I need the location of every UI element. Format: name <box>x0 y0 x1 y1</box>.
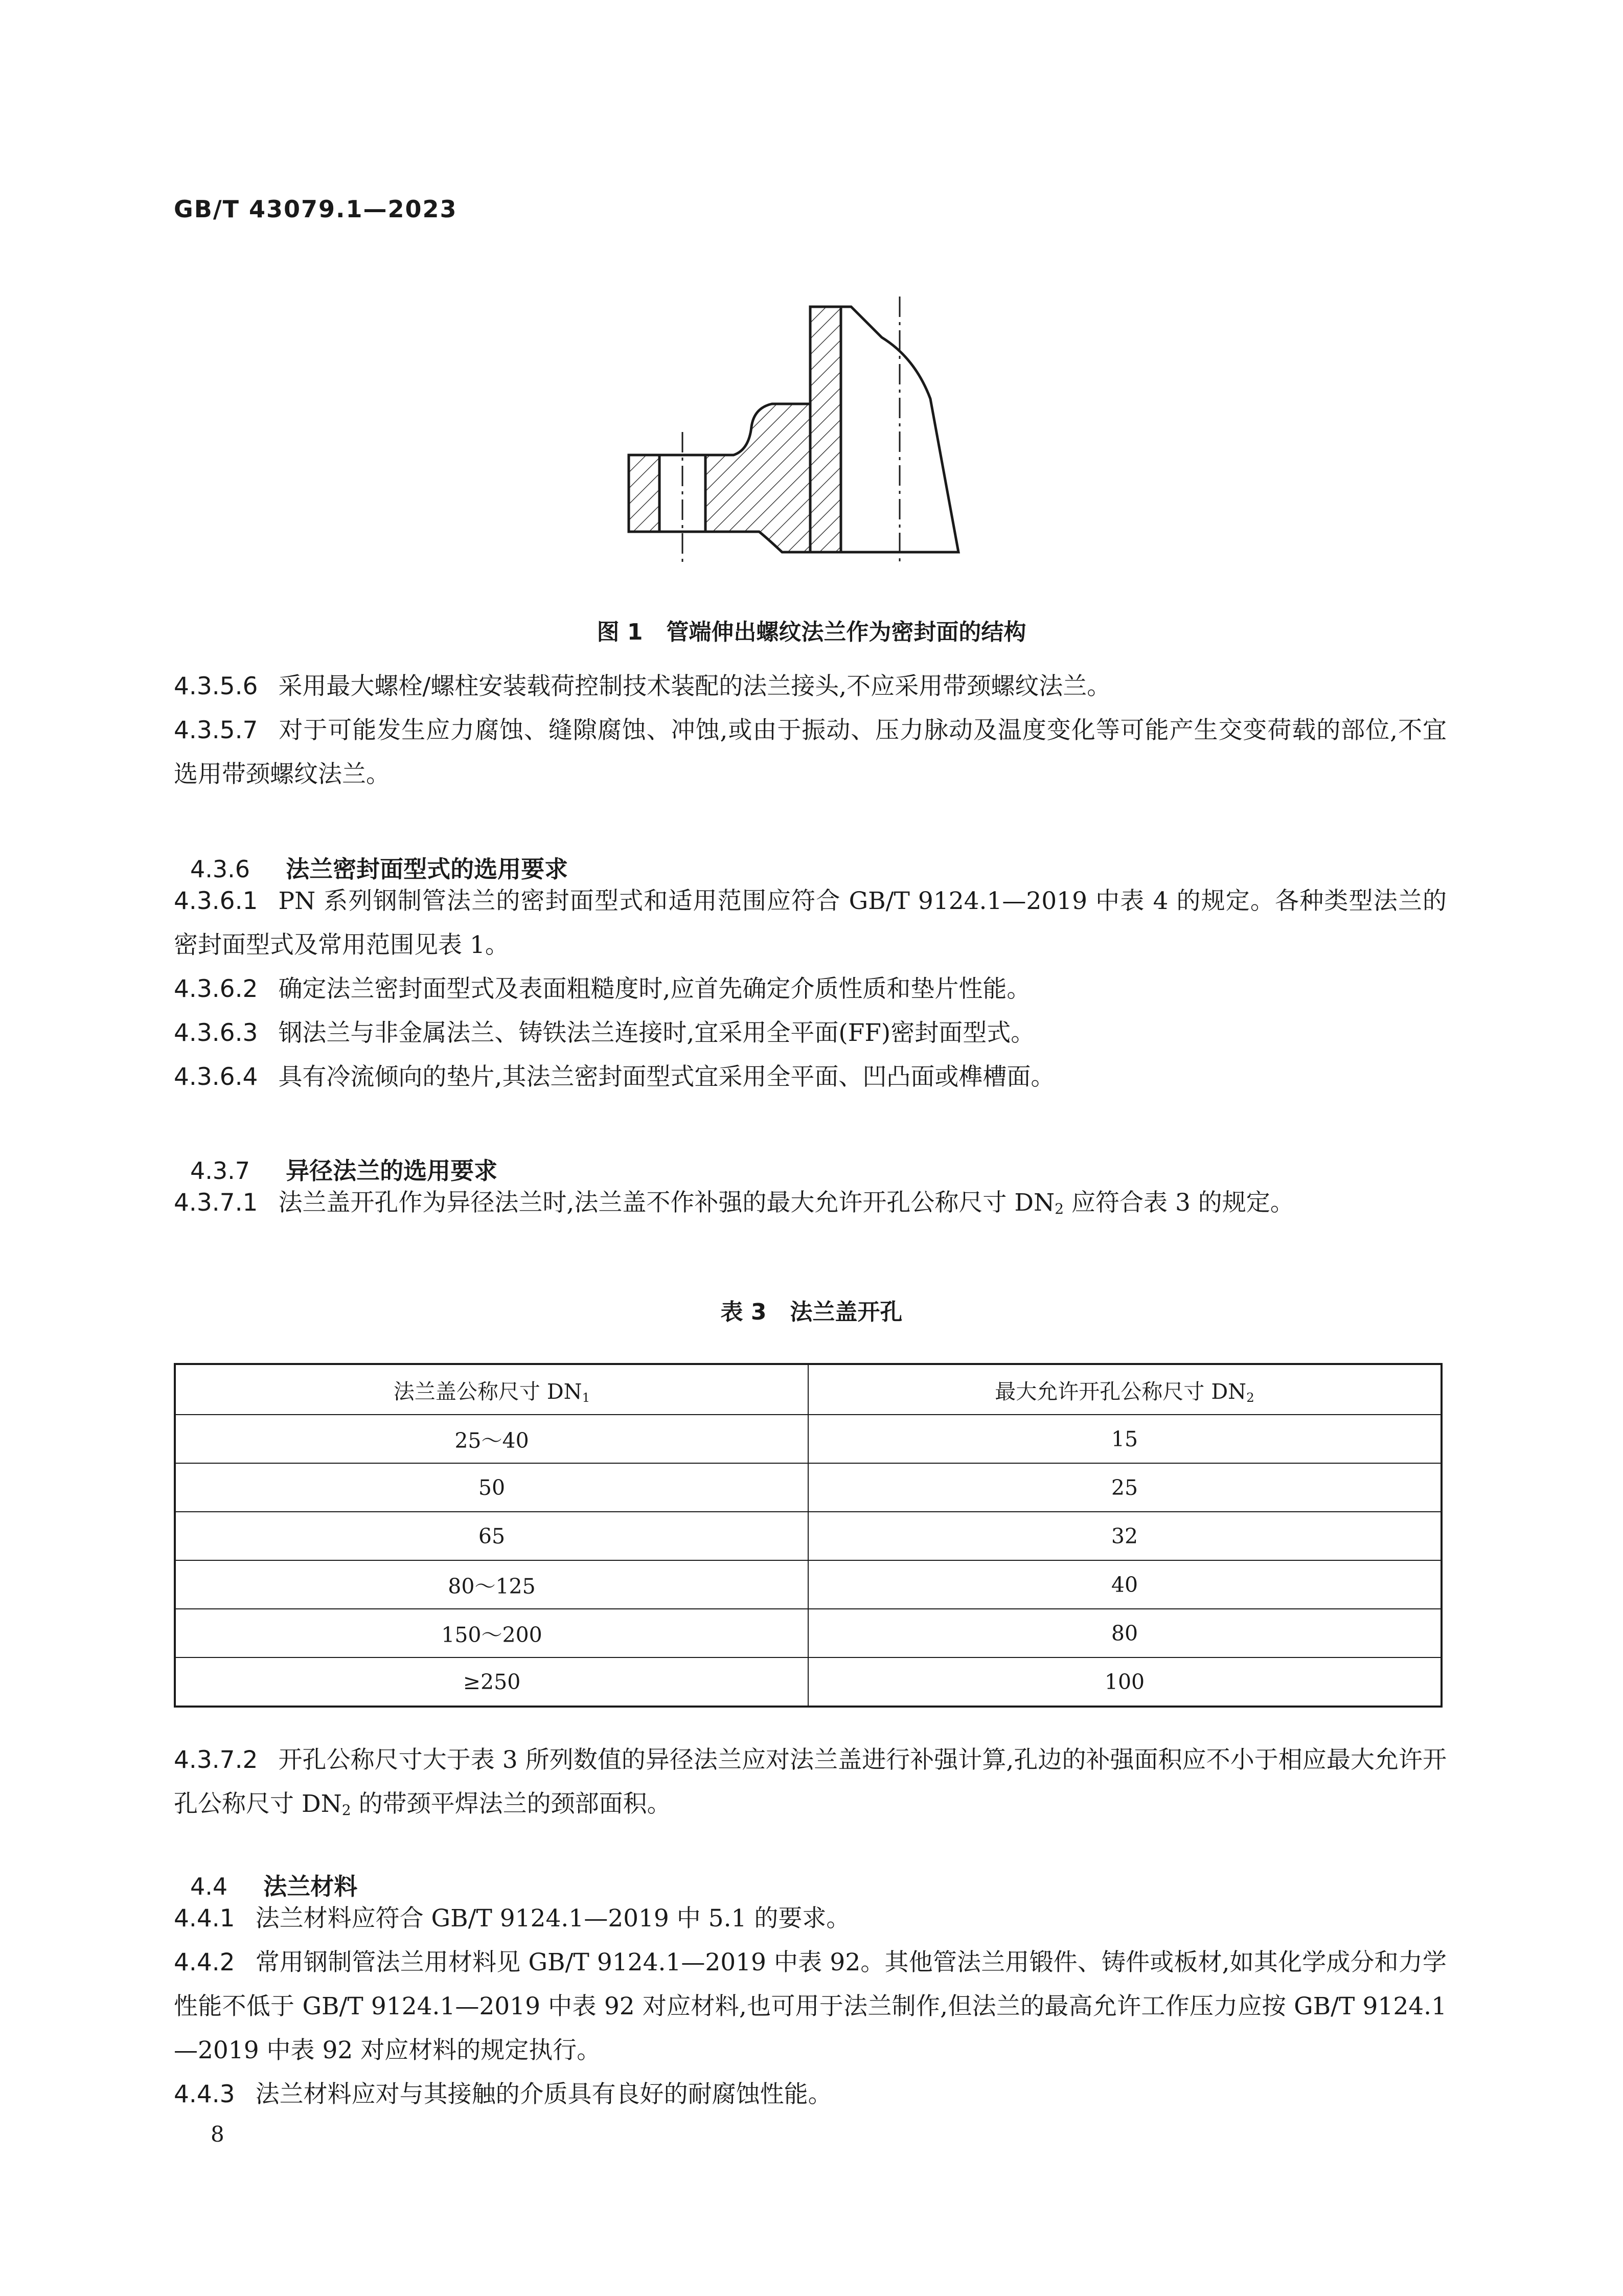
table-row <box>175 1512 1442 1560</box>
subscript: 2 <box>341 1802 351 1818</box>
clause-text: 确定法兰密封面型式及表面粗糙度时,应首先确定介质性质和垫片性能。 <box>278 975 1031 1003</box>
table-row <box>175 1560 1442 1609</box>
clause-text: 采用最大螺栓/螺柱安装载荷控制技术装配的法兰接头,不应采用带颈螺纹法兰。 <box>278 672 1111 700</box>
clause-4-3-5-7 <box>174 709 1447 797</box>
figure-caption: 图 1 管端伸出螺纹法兰作为密封面的结构 <box>597 619 1026 645</box>
clause-4-4-1 <box>174 1897 1447 1941</box>
table-cell: 80～125 <box>175 1560 808 1609</box>
flange-hub-section <box>705 404 810 552</box>
heading-4-3-7 <box>174 1125 497 1186</box>
heading-4-3-6 <box>174 823 568 884</box>
clause-number: 4.4.3 <box>174 2080 235 2108</box>
clause-text: 具有冷流倾向的垫片,其法兰密封面型式宜采用全平面、凹凸面或榫槽面。 <box>278 1063 1055 1091</box>
clause-4-3-6-3 <box>174 1011 1447 1055</box>
table-cell: 65 <box>175 1512 808 1560</box>
clause-number: 4.3.6.3 <box>174 1019 258 1047</box>
subscript: 2 <box>1055 1200 1064 1217</box>
clause-text: 对于可能发生应力腐蚀、缝隙腐蚀、冲蚀,或由于振动、压力脉动及温度变化等可能产生交变荷载的部位,不宜选用带颈螺纹法兰。 <box>174 716 1447 788</box>
table-row <box>175 1463 1442 1512</box>
table-row <box>175 1415 1442 1463</box>
table-cell: 25～40 <box>175 1415 808 1463</box>
heading-number: 4.3.7 <box>190 1157 250 1185</box>
heading-title: 法兰密封面型式的选用要求 <box>286 855 568 883</box>
clause-4-3-7-1 <box>174 1181 1447 1231</box>
clause-4-3-5-6 <box>174 665 1447 709</box>
clause-text: 开孔公称尺寸大于表 3 所列数值的异径法兰应对法兰盖进行补强计算,孔边的补强面积应不小于相应最大允许开孔公称尺寸 DN <box>174 1746 1447 1818</box>
clause-number: 4.4.1 <box>174 1904 235 1933</box>
column-header: 最大允许开孔公称尺寸 $DN_2$ <box>808 1364 1442 1415</box>
heading-number: 4.4 <box>190 1873 228 1900</box>
clause-text: 法兰材料应符合 GB/T 9124.1—2019 中 5.1 的要求。 <box>255 1904 851 1933</box>
table-caption: 表 3 法兰盖开孔 <box>720 1299 903 1325</box>
table-cell: 150～200 <box>175 1609 808 1657</box>
table-cell: ≥250 <box>175 1657 808 1707</box>
table-cell: 15 <box>808 1415 1442 1463</box>
clause-text: 法兰盖开孔作为异径法兰时,法兰盖不作补强的最大允许开孔公称尺寸 DN <box>278 1189 1055 1217</box>
standard-code: GB/T 43079.1—2023 <box>174 195 458 223</box>
table-row <box>175 1657 1442 1707</box>
clause-4-3-6-1 <box>174 879 1447 967</box>
clause-text: 法兰材料应对与其接触的介质具有良好的耐腐蚀性能。 <box>255 2080 832 2108</box>
flange-bolt-ring-section <box>629 455 659 532</box>
pipe-wall-section <box>810 307 841 552</box>
clause-number: 4.3.5.7 <box>174 716 258 744</box>
clause-number: 4.3.7.1 <box>174 1189 258 1217</box>
clause-text-continued: 应符合表 3 的规定。 <box>1064 1189 1294 1217</box>
flange-cross-section-figure <box>613 297 1002 573</box>
clause-number: 4.3.7.2 <box>174 1746 258 1774</box>
clause-number: 4.3.5.6 <box>174 672 258 700</box>
table-cell: 50 <box>175 1463 808 1512</box>
clause-number: 4.3.6.1 <box>174 887 258 915</box>
clause-number: 4.4.2 <box>174 1948 235 1976</box>
clause-text-continued: 的带颈平焊法兰的颈部面积。 <box>351 1790 671 1818</box>
heading-title: 法兰材料 <box>263 1873 358 1900</box>
clause-text: PN 系列钢制管法兰的密封面型式和适用范围应符合 GB/T 9124.1—2019 中表 4 的规定。各种类型法兰的密封面型式及常用范围见表 1。 <box>174 887 1447 959</box>
table-cell: 40 <box>808 1560 1442 1609</box>
flange-cover-opening-table <box>174 1363 1443 1708</box>
table-row <box>175 1609 1442 1657</box>
clause-4-4-2 <box>174 1941 1447 2073</box>
heading-number: 4.3.6 <box>190 855 250 883</box>
clause-4-3-7-2 <box>174 1738 1447 1832</box>
table-cell: 80 <box>808 1609 1442 1657</box>
heading-title: 异径法兰的选用要求 <box>286 1157 498 1185</box>
table-cell: 100 <box>808 1657 1442 1707</box>
clause-4-3-6-4 <box>174 1055 1447 1099</box>
clause-4-3-6-2 <box>174 967 1447 1011</box>
clause-4-4-3 <box>174 2073 1447 2117</box>
table-header-row <box>175 1364 1442 1415</box>
heading-4-4 <box>174 1840 357 1902</box>
table-cell: 25 <box>808 1463 1442 1512</box>
clause-number: 4.3.6.2 <box>174 975 258 1003</box>
clause-number: 4.3.6.4 <box>174 1063 258 1091</box>
clause-text: 常用钢制管法兰用材料见 GB/T 9124.1—2019 中表 92。其他管法兰用锻件、铸件或板材,如其化学成分和力学性能不低于 GB/T 9124.1—2019 中表 92 对应材料,也可用于法兰制作,但法兰的最高允许工作压力应按 GB/T 9124.1—2019 中表 92 对应材料的规定执行。 <box>174 1948 1447 2064</box>
page-number: 8 <box>211 2122 224 2147</box>
table-cell: 32 <box>808 1512 1442 1560</box>
clause-text: 钢法兰与非金属法兰、铸铁法兰连接时,宜采用全平面(FF)密封面型式。 <box>278 1019 1035 1047</box>
column-header: 法兰盖公称尺寸 $DN_1$ <box>175 1364 808 1415</box>
